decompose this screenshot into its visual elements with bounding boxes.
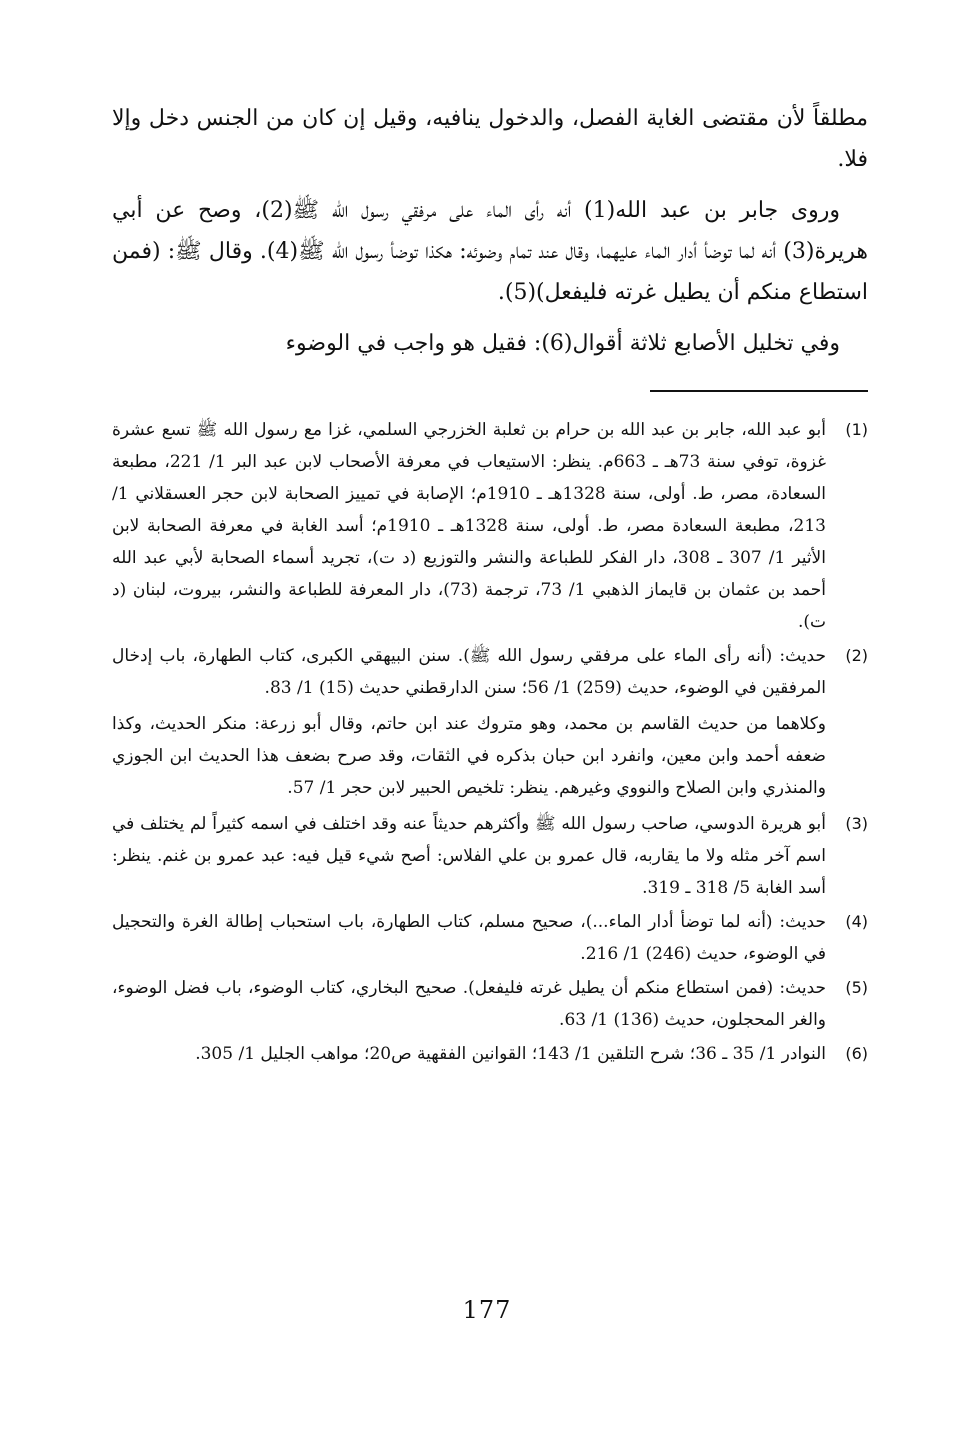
footnote-text: حديث: (فمن استطاع منكم أن يطيل غرته فليفعل). صحيح البخاري، كتاب الوضوء، باب فضل الوضوء، والغر المحجلون، حديث (136) 1/ 63. [112,978,826,1030]
footnote-2-continuation: وكلاهما من حديث القاسم بن محمد، وهو متروك عند ابن حاتم، وقال أبو زرعة: منكر الحديث، وكذا ضعفه أحمد وابن معين، وانفرد ابن حبان بذكره في الثقات، وقد صرح بضعف هذا الحديث ابن الجوزي والمنذري وابن الصلاح والنووي وغيرهم. ينظر: تلخيص الحبير لابن حجر 1/ 57. [112,714,826,798]
footnote-number: (5) [845,978,868,997]
footnote-text: أبو عبد الله، جابر بن عبد الله بن حرام بن ثعلبة الخزرجي السلمي، غزا مع رسول الله ﷺ تسع عشرة غزوة، توفي سنة 73هـ ـ 663م. ينظر: الاستيعاب في معرفة الأصحاب لابن عبد البر 1/ 221، مطبعة السعادة، مصر، ط. أولى، سنة 1328هـ ـ 1910م؛ الإصابة في تمييز الصحابة لابن حجر العسقلاني 1/ 213، مطبعة السعادة مصر، ط. أولى، سنة 1328هـ ـ 1910م؛ أسد الغابة في معرفة الصحابة لابن الأثير 1/ 307 ـ 308، دار الفكر للطباعة والنشر والتوزيع (د ت)، تجريد أسماء الصحابة لأبي عبد الله أحمد بن عثمان بن قايماز الذهبي 1/ 73، ترجمة (73)، دار المعرفة للطباعة والنشر، بيروت، لبنان (د ت). [112,420,827,632]
page-content [112,98,868,1072]
main-paragraph-2: وروى جابر بن عبد الله(1) أنه رأى الماء على مرفقي رسول الله ﷺ(2)، وصح عن أبي هريرة(3) أنه لما توضأ أدار الماء عليهما، وقال عند تمام وضوئه: هكذا توضأ رسول الله ﷺ(4). وقال ﷺ: (فمن استطاع منكم أن يطيل غرته فليفعل)(5). [112,198,868,305]
footnote-number: (2) [845,646,868,665]
footnote-text: أبو هريرة الدوسي، صاحب رسول الله ﷺ وأكثرهم حديثاً عنه وقد اختلف في اسمه كثيراً لم يختلف في اسم آخر مثله ولا ما يقاربه، قال عمرو بن علي الفلاس: أصح شيء قيل فيه: عبد عمرو بن غنم. ينظر: أسد الغابة 5/ 318 ـ 319. [112,814,826,898]
footnote-2 [112,640,868,704]
footnote-3 [112,808,868,904]
footnote-text: النوادر 1/ 35 ـ 36؛ شرح التلقين 1/ 143؛ القوانين الفقهية ص20؛ مواهب الجليل 1/ 305. [195,1044,826,1064]
main-text [112,98,868,364]
footnote-number: (1) [845,420,868,439]
page-number: 177 [462,1296,512,1324]
footnote-number: (4) [845,912,868,931]
footnote-1 [112,414,868,638]
main-paragraph-1: مطلقاً لأن مقتضى الغاية الفصل، والدخول ينافيه، وقيل إن كان من الجنس دخل وإلا فلا. [112,106,868,172]
footnote-number: (6) [845,1044,868,1063]
footnote-4 [112,906,868,970]
footnote-number: (3) [845,814,868,833]
footnote-text: حديث: (أنه رأى الماء على مرفقي رسول الله ﷺ). سنن البيهقي الكبرى، كتاب الطهارة، باب إدخال المرفقين في الوضوء، حديث (259) 1/ 56؛ سنن الدارقطني حديث (15) 1/ 83. [112,646,826,698]
footnote-6 [112,1038,868,1070]
footnote-text: حديث: (أنه لما توضأ أدار الماء...)، صحيح مسلم، كتاب الطهارة، باب استحباب إطالة الغرة والتحجيل في الوضوء، حديث (246) 1/ 216. [112,912,826,964]
footnote-separator [650,390,868,392]
footnote-5 [112,972,868,1036]
footnotes [112,414,868,1070]
main-paragraph-3: وفي تخليل الأصابع ثلاثة أقوال(6): فقيل هو واجب في الوضوء [285,331,840,356]
